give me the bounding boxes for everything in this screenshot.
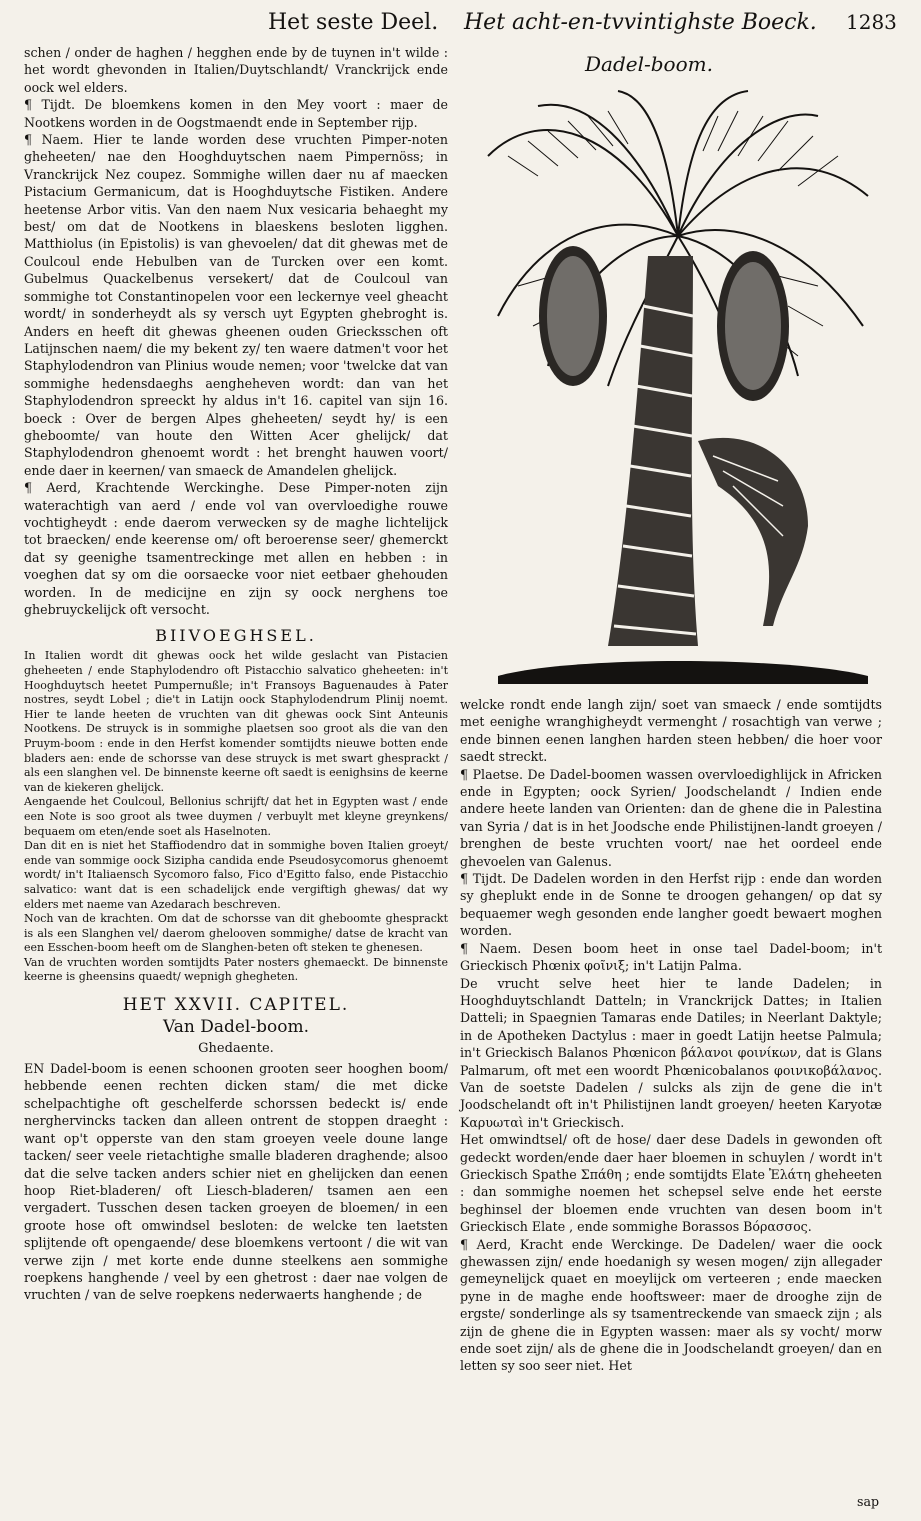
bijvoeghsel-paragraph: Noch van de krachten. Om dat de schorsse van dit gheboomte ghesprackt is als een Slanghen vel/ daerom ghelooven sommighe/ datse de kracht van een Esschen-boom heeft om de Slanghen-beten oft steken te ghenesen.	[24, 912, 448, 955]
section-heading: Ghedaente.	[198, 1041, 274, 1057]
left-column	[24, 44, 448, 1304]
bijvoeghsel-paragraph: Van de vruchten worden somtijdts Pater nosters ghemaeckt. De binnenste keerne is gheensins quaedt/ wepnigh ghegheten.	[24, 955, 448, 984]
right-paragraph: ¶ Naem. Desen boom heet in onse tael Dadel-boom; in't Grieckisch Phœnix φοῖνιξ; in't Latijn Palma.	[460, 940, 882, 974]
date-cluster-left	[539, 246, 607, 386]
bijvoeghsel-paragraph: Dan dit en is niet het Staffiodendro dat in sommighe boven Italien groeyt/ ende van sommige oock Sizipha candida ende Pseudosycomorus ghenoemt wordt/ in't Italiaensch Sycomoro falso, Fico d'Egitto falso, ende Pistacchio salvatico: want dat is een schadelijck ende vergiftigh ghewas/ dat wy elders met naeme van Azedarach beschreven.	[24, 839, 448, 911]
chapter-subtitle: Van Dadel-boom.	[163, 1017, 309, 1038]
left-paragraph: schen / onder de haghen / hegghen ende by de tuynen in't wilde : het wordt ghevonden in Italien/Duytschlandt/ Vranckrijck ende oock wel elders.	[24, 45, 448, 95]
date-palm-illustration	[478, 86, 882, 686]
figure-caption: Dadel-boom.	[585, 52, 713, 76]
right-paragraph: welcke rondt ende langh zijn/ soet van smaeck / ende somtijdts met eenighe wranghigheydt vermenght / rosachtigh van verwe ; ende binnen eenen langhen harden steen hebben/ die hoer voor saedt streckt.	[460, 697, 882, 765]
bijvoeghsel-heading: BIIVOEGHSEL.	[155, 626, 317, 646]
catchword: sap	[857, 1494, 880, 1509]
palm-trunk	[608, 256, 698, 646]
spathe-branch	[698, 438, 808, 626]
ground	[498, 661, 868, 684]
right-paragraph: ¶ Aerd, Kracht ende Werckinge. De Dadelen/ waer die oock ghewassen zijn/ ende hoedanigh sy wesen mogen/ zijn allegader gemeynelijck quaet en moeylijck om verteeren ; ende maecken pyne in de maghe ende hooftsweer: maer de drooghe zijn de ergste/ sonderlinge als sy tsamentreckende van smaeck zijn ; als zijn de ghene die in Egypten wassen: maer als sy vocht/ morw ende soet zijn/ als de ghene die in Joodschelandt groeyen/ dan en letten sy soo seer niet. Het	[460, 1236, 882, 1374]
date-cluster-right	[717, 251, 789, 401]
book-title: Het acht-en-tvvintighste Boeck.	[464, 10, 817, 35]
right-column	[460, 696, 882, 1375]
right-paragraph: De vrucht selve heet hier te lande Dadelen; in Hooghduytschlandt Datteln; in Vranckrijck Dattes; in Italien Datteli; in Spaegnien Tamaras ende Datiles; in Neerlant Daktyle; in de Apotheken Dactylus : maer in goedt Latijn heetse Palmula; in't Grieckisch Balanos Phœnicon βάλανοι φοινίκων, dat is Glans Palmarum, oft met een woordt Phœnicobalanos φοινικοβάλανος. Van de soetste Dadelen / sulcks als zijn de gene die in't Joodschelandt oft in't Philistijnen landt groeyen/ heeten Karyotæ Καρυωταὶ in't Grieckisch.	[460, 975, 882, 1130]
ghedaente-paragraph: EN Dadel-boom is eenen schoonen grooten seer hooghen boom/ hebbende eenen rechten dicken stam/ die met dicke schelpachtighe oft geschelferde schorssen bedeckt is/ ende nerghervincks tacken dan alleen ontrent de stoppen draeght : want op't opperste van den stam groeyen veele doune lange tacken/ seer veele rietachtighe smalle bladeren draghende; alsoo dat die selve tacken anders schier niet en ghelijcken dan eenen hoop Riet-bladeren/ oft Liesch-bladeren/ tsamen aen een vergadert. Tusschen desen tacken groeyen de bloemen/ in een groote hose oft omwindsel besloten: de welcke ten laetsten splijtende oft opengaende/ dese bloemkens vertoont / die wit van verwe zijn / met korte ende dunne steelkens aen sommighe roepkens hanghende / veel by een ghetrost : daer nae volgen de vruchten / van de selve roepkens nederwaerts hanghende ; de	[24, 1061, 448, 1303]
right-paragraph: ¶ Tijdt. De Dadelen worden in den Herfst rijp : ende dan worden sy gheplukt ende in de Sonne te droogen gehangen/ op dat sy bequaemer wegh gesonden ende langher goedt bewaert moghen worden.	[460, 871, 882, 939]
right-paragraph: ¶ Plaetse. De Dadel-boomen wassen overvloedighlijck in Africken ende in Egypten; oock Syrien/ Joodschelandt / Indien ende andere heete landen van Orienten: dan de ghene die in Palestina van Syria / dat is in het Joodsche ende Philistijnen-landt groeyen / brenghen de beste vruchten voort/ nae het oordeel ende ghevoelen van Galenus.	[460, 766, 882, 869]
chapter-title: HET XXVII. CAPITEL.	[122, 995, 350, 1016]
left-paragraph: ¶ Tijdt. De bloemkens komen in den Mey voort : maer de Nootkens worden in de Oogstmaendt ende in September rijp.	[24, 97, 448, 130]
bijvoeghsel-paragraph: In Italien wordt dit ghewas oock het wilde geslacht van Pistacien gheheeten / ende Staphylodendro oft Pistacchio salvatico gheheeten: in't Hooghduytsch heetet Pumpernußle; in't Fransoys Baguenaudes à Pater nostres, seydt Lobel ; die't in Latijn oock Staphylodendrum Plinij noemt. Hier te lande heeten de vruchten van dit ghewas oock Sint Anteunis Nootkens. De struyck is in sommighe plaetsen soo groot als die van den Pruym-boom : ende in den Herfst komender somtijdts nieuwe botten ende bladers aen: ende de schorsse van dese struyck is met swart ghesprackt / als een slanghen vel. De binnenste keerne oft saedt is eenighsins de keerne van de kiekeren ghelijck.	[24, 649, 448, 794]
left-paragraph: ¶ Naem. Hier te lande worden dese vruchten Pimper-noten gheheeten/ nae den Hooghduytschen naem Pimpernöss; in Vranckrijck Nez coupez. Sommighe willen daer nu af maecken Pistacium Germanicum, dat is Hooghduytsche Fistiken. Andere heetense Arbor vitis. Van den naem Nux vesicaria behaeght my best/ om dat de Nootkens in blaeskens besloten ligghen. Matthiolus (in Epistolis) is van ghevoelen/ dat dit ghewas met de Coulcoul ende Hebulben van de Turcken over een komt. Gubelmus Quackelbenus versekert/ dat de Coulcoul van sommighe tot Constantinopelen voor een leckernye veel gheacht wordt/ in sonderheydt als sy versch uyt Egypten ghebroght is. Anders en heeft dit ghewas gheenen ouden Griecksschen oft Latijnschen naem/ die my bekent zy/ ten waere datmen't voor het Staphylodendron van Plinius woude nemen; voor 'twelcke dat van sommighe hedensdaeghs aengheheven wordt: dan van het Staphylodendron spreeckt hy aldus in't 16. capitel van sijn 16. boeck : Over de bergen Alpes gheheeten/ seydt hy/ is een gheboomte/ van houte den Witten Acer ghelijck/ dat Staphylodendron ghenoemt wordt : het brenght hauwen voort/ ende daer in keernen/ van smaeck de Amandelen ghelijck.	[24, 132, 448, 478]
part-title: Het seste Deel.	[268, 10, 439, 35]
right-paragraph: Het omwindtsel/ oft de hose/ daer dese Dadels in gewonden oft gedeckt worden/ende daer haer bloemen in schuylen / wordt in't Grieckisch Spathe Σπάθη ; ende somtijdts Elate Ἐλάτη gheheeten : dan sommighe noemen het schepsel selve ende het eerste beghinsel der bloemen ende vruchten van desen boom in't Grieckisch Elate , ende sommighe Borassos Βόρασσος.	[460, 1132, 882, 1235]
running-head	[0, 6, 921, 40]
page-number: 1283	[846, 10, 897, 34]
bijvoeghsel-paragraph: Aengaende het Coulcoul, Bellonius schrijft/ dat het in Egypten wast / ende een Note is soo groot als twee duymen / verbuylt met kleyne greynkens/ bequaem om eten/ende soet als Haselnoten.	[24, 795, 448, 838]
left-paragraph: ¶ Aerd, Krachtende Werckinghe. Dese Pimper-noten zijn waterachtigh van aerd / ende vol van overvloedighe rouwe vochtigheydt : ende daerom verwecken sy de maghe lichtelijck tot braecken/ ende keerense om/ oft beroerense seer/ ghemerckt dat sy geenighe tsamentreckinge met allen en hebben : in voeghen dat sy om die oorsaecke voor niet eetbaer ghehouden worden. In de medicijne en zijn sy oock nerghens toe ghebruyckelijck oft versocht.	[24, 480, 448, 617]
